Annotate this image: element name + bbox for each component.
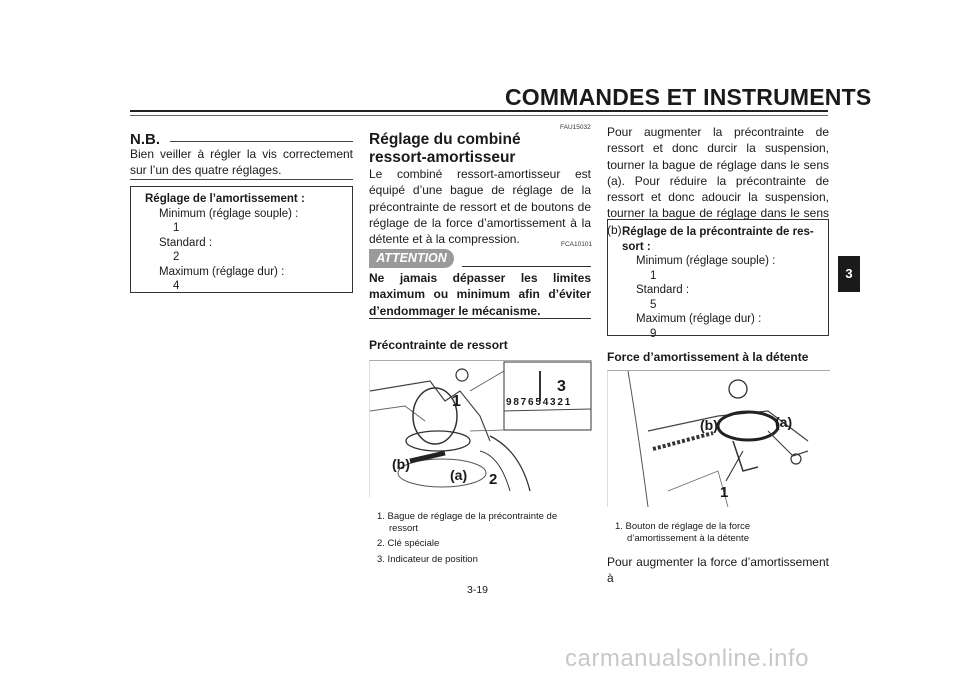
damping-std-label: Standard :: [159, 236, 213, 249]
position-scale-label: 9 8 7 6 5 4 3 2 1: [506, 397, 570, 408]
figure1-label-1: 1: [452, 393, 461, 410]
preload-std-label: Standard :: [636, 284, 690, 296]
header-rule-thin: [130, 115, 828, 116]
rebound-damping-heading: Force d’amortissement à la détente: [607, 350, 809, 364]
intro-paragraph: Le combiné ressort-amortisseur est équipé d’une bague de réglage de la précontrainte de ressort et de boutons de réglage de la force d’amortissement à la détente et à la compression.: [369, 167, 591, 247]
figure2-label-1: 1: [720, 484, 729, 501]
figure1-caption-1b: ressort: [389, 523, 419, 534]
figure1-caption-2: 2. Clé spéciale: [377, 538, 440, 549]
damping-box-title: Réglage de l’amortissement :: [145, 193, 305, 205]
figure2-label-b: (b): [700, 417, 718, 433]
section-title-line1: Réglage du combiné: [369, 131, 521, 148]
preload-max-value: 9: [650, 327, 657, 340]
section-title-line2: ressort-amortisseur: [369, 149, 516, 166]
figure2-caption-1: 1. Bouton de réglage de la force: [615, 521, 751, 532]
preload-min-label: Minimum (réglage souple) :: [636, 255, 776, 267]
attention-text: Ne jamais dépasser les limites maximum ou minimum afin d’éviter d’endommager le mécanisme.: [369, 271, 591, 318]
nb-text: Bien veiller à régler la vis correctement sur l’un des quatre réglages.: [130, 147, 353, 178]
spring-preload-figure: [369, 360, 592, 497]
preload-std-value: 5: [650, 298, 657, 311]
page-number: 3-19: [467, 584, 489, 596]
figure2-label-a: (a): [775, 414, 793, 430]
section-code: FAU15032: [560, 124, 591, 131]
rebound-damping-figure: [607, 370, 830, 507]
nb-bottom-rule: [130, 179, 353, 180]
damping-max-label: Maximum (réglage dur) :: [159, 265, 285, 278]
preload-box-title-line1: Réglage de la précontrainte de res-: [622, 226, 814, 238]
figure2-caption-1b: d’amortissement à la détente: [627, 533, 749, 544]
attention-bottom-rule: [369, 318, 591, 319]
header-rule: [130, 110, 828, 112]
damping-std-value: 2: [173, 251, 180, 263]
figure1-caption-3: 3. Indicateur de position: [377, 554, 478, 565]
rebound-damping-illustration: [608, 371, 830, 507]
figure1-caption-1: 1. Bague de réglage de la précontrainte de: [377, 511, 558, 522]
figure1-label-b: (b): [392, 456, 410, 472]
figure1-label-2: 2: [489, 471, 498, 488]
damping-max-value: 4: [173, 280, 180, 292]
attention-rule: [462, 266, 591, 267]
chapter-tab: 3: [838, 256, 860, 292]
attention-label: ATTENTION: [369, 249, 454, 268]
preload-box-title-line2: sort :: [622, 240, 651, 253]
damping-settings-box: [130, 186, 353, 293]
preload-settings-box: [607, 219, 829, 340]
damping-min-value: 1: [173, 222, 180, 234]
attention-code: FCA10101: [561, 241, 593, 248]
figure1-label-3: 3: [557, 378, 566, 395]
preload-max-label: Maximum (réglage dur) :: [636, 313, 762, 325]
page-header-title: COMMANDES ET INSTRUMENTS: [505, 84, 872, 110]
preload-min-value: 1: [650, 269, 657, 282]
rebound-intro-text: Pour augmenter la force d’amortissement à: [607, 555, 829, 586]
nb-heading: N.B.: [130, 131, 160, 148]
damping-min-label: Minimum (réglage souple) :: [159, 207, 299, 220]
figure1-label-a: (a): [450, 467, 468, 483]
spring-preload-heading: Précontrainte de ressort: [369, 338, 508, 352]
watermark: carmanualsonline.info: [565, 645, 809, 672]
nb-rule: [170, 141, 353, 142]
preload-instructions: Pour augmenter la précontrainte de ressort et donc durcir la suspension, tourner la bague de réglage dans le sens (a). Pour réduire la précontrainte de ressort et donc adoucir la suspension, tourner la bague de réglage dans le sens (b).: [607, 125, 829, 237]
